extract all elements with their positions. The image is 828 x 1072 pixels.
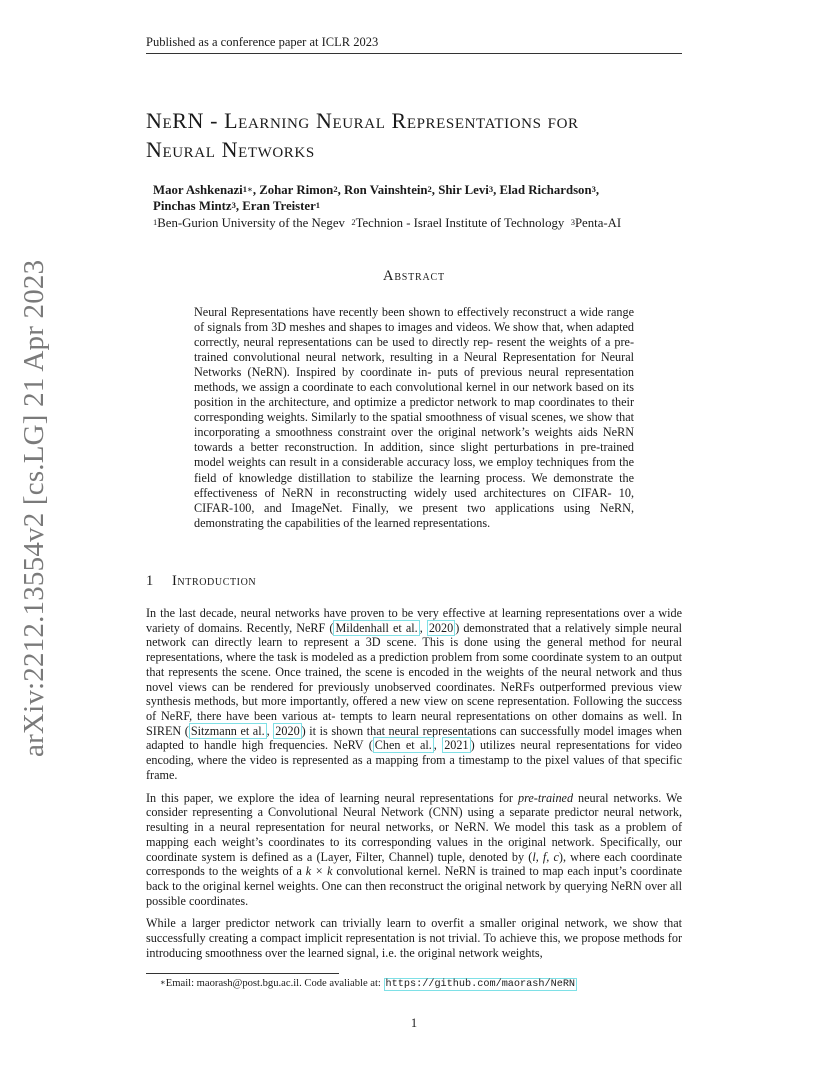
abstract-line: optimize a predictor network to map coordinates to their corresponding weights. (194, 395, 635, 425)
footnote: ∗Email: maorash@post.bgu.ac.il. Code avaliable at: https://github.com/maorash/NeRN (160, 977, 576, 990)
abstract-line: demonstrating the capabilities of the learned representations. (194, 515, 491, 530)
author: Ron Vainshtein$^2$, (343, 183, 439, 197)
abstract-line: a smoothness constraint over the original network’s weights aids NeRN towards a (194, 425, 634, 455)
abstract-line: weights can result in a considerable accuracy loss, we employ techniques from the (227, 455, 635, 470)
author-list (153, 182, 693, 214)
footnote-mark: ∗ (160, 977, 166, 987)
abstract-line: 10, CIFAR-100, and ImageNet. Finally, we present two applications using NeRN, (194, 485, 634, 515)
paragraph: In the last decade, neural networks have proven to be very effective at learning representations over a wide variety of domains. Recently, NeRF ( Mildenhall et al. , 2020 ) demonstrated that a relatively simple neural network can directly learn to represent a 3D scene. This is done using the general method for neural representations, where the task is modeled as a prediction problem from some coordinate system to an output that represents the scene. Once trained, the scene is encoded in the weights of the neural network and thus novel views can be rendered for previously unobserved coordinates. NeRFs outperformed previous view synthesis methods, but more importantly, offered a new view on scene representation. Following the success of NeRF, there have been various at- tempts to learn neural representations on other domains as well. In SIREN ( Sitzmann et al. , 2020 ) it is shown that neural representations can successfully model images when adapted to handle high frequencies. NeRV ( Chen et al. , 2021 ) utilizes neural representations for video encoding, where the video is represented as a mapping from a timestamp to the pixel values of that specific frame. (146, 606, 683, 782)
abstract-line: range of signals from 3D meshes and shapes to images and videos. We show (194, 305, 634, 335)
section-heading (146, 573, 682, 590)
affiliations (153, 215, 693, 231)
author: Zohar Rimon$^2$, (259, 183, 344, 197)
citation-year-link[interactable]: 2021 (444, 738, 469, 753)
citation-link[interactable]: Sitzmann et al. (190, 723, 265, 738)
abstract-line: puts of previous neural representation methods, we assign a coordinate to each (194, 365, 634, 395)
abstract-line: field of knowledge distillation to stabilize the learning process. We demonstrate (194, 470, 613, 485)
author: Pinchas Mintz$^3$, (153, 199, 243, 213)
body-text (146, 606, 682, 969)
abstract-line: Neural Representation for Neural Networks (NeRN). Inspired by coordinate in- (194, 350, 634, 380)
author: Elad Richardson$^3$, (499, 183, 600, 197)
citation-link[interactable]: Mildenhall et al. (335, 620, 418, 635)
author: Maor Ashkenazi$^{1∗}$, (153, 183, 260, 197)
author: Eran Treister$^1$ (242, 199, 321, 213)
affiliation: $^2$Technion - Israel Institute of Technology (351, 216, 565, 230)
citation-year-link[interactable]: 2020 (275, 723, 300, 738)
abstract-line: resent the weights of a pre-trained convolutional neural network, resulting in a (194, 335, 635, 365)
abstract-line: that, when adapted correctly, neural representations can be used to directly rep- (194, 320, 635, 350)
arxiv-identifier: arXiv:2212.13554v2 [cs.LG] 21 Apr 2023 (18, 259, 50, 757)
abstract-line: the effectiveness of NeRN in reconstructing widely used architectures on CIFAR- (194, 470, 635, 500)
section-title: Introduction (172, 573, 257, 589)
footnote-rule (146, 973, 339, 974)
page-number: 1 (410, 1016, 418, 1030)
author: Shir Levi$^3$, (438, 183, 500, 197)
paper-title (146, 106, 706, 164)
header-rule (146, 53, 682, 54)
abstract-heading: Abstract (383, 268, 445, 284)
affiliation: $^1$Ben-Gurion University of the Negev (153, 216, 345, 230)
section-number: 1 (146, 573, 154, 589)
citation-year-link[interactable]: 2020 (428, 620, 454, 635)
abstract-line: better reconstruction. In addition, since slight perturbations in pre-trained model (194, 440, 634, 470)
paragraph: In this paper, we explore the idea of learning neural representations for pre-trained neural networks. We consider representing a Convolutional Neural Network (CNN) using a separate predictor neural network, resulting in a neural representation for neural networks, or NeRN. We model this task as a problem of mapping each weight’s coordinates to its corresponding values in the original network. Specifically, our coordinate system is defined as a (Layer, Filter, Channel) tuple, denoted by (l, f, c), where each coordinate corresponds to the weights of a k × k convolutional kernel. NeRN is trained to map each input’s coordinate back to the original kernel weights. One can then reconstruct the original network by querying NeRN over all possible coordinates. (146, 790, 683, 908)
abstract-line: Neural Representations have recently been shown to effectively reconstruct a wide (194, 305, 604, 319)
abstract-line: convolutional kernel in our network based on its position in the architecture, and (194, 380, 635, 410)
code-url-link[interactable]: https://github.com/maorash/NeRN (385, 979, 576, 990)
title-line-2: Neural Networks (146, 137, 315, 162)
abstract-body (194, 305, 634, 531)
running-header: Published as a conference paper at ICLR 2023 (146, 35, 379, 49)
affiliation: $^3$Penta-AI (570, 216, 622, 230)
citation-link[interactable]: Chen et al. (374, 738, 432, 753)
paragraph: While a larger predictor network can trivially learn to overfit a smaller original network, we show that successfully creating a compact implicit representation is not trivial. To achieve this, we propose methods for introducing smoothness over the learned signal, i.e. the original network weights, (146, 916, 683, 960)
abstract-line: Similarly to the spatial smoothness of visual scenes, we show that incorporating (194, 410, 635, 440)
title-line-1: NeRN - Learning Neural Representations for (146, 108, 579, 133)
